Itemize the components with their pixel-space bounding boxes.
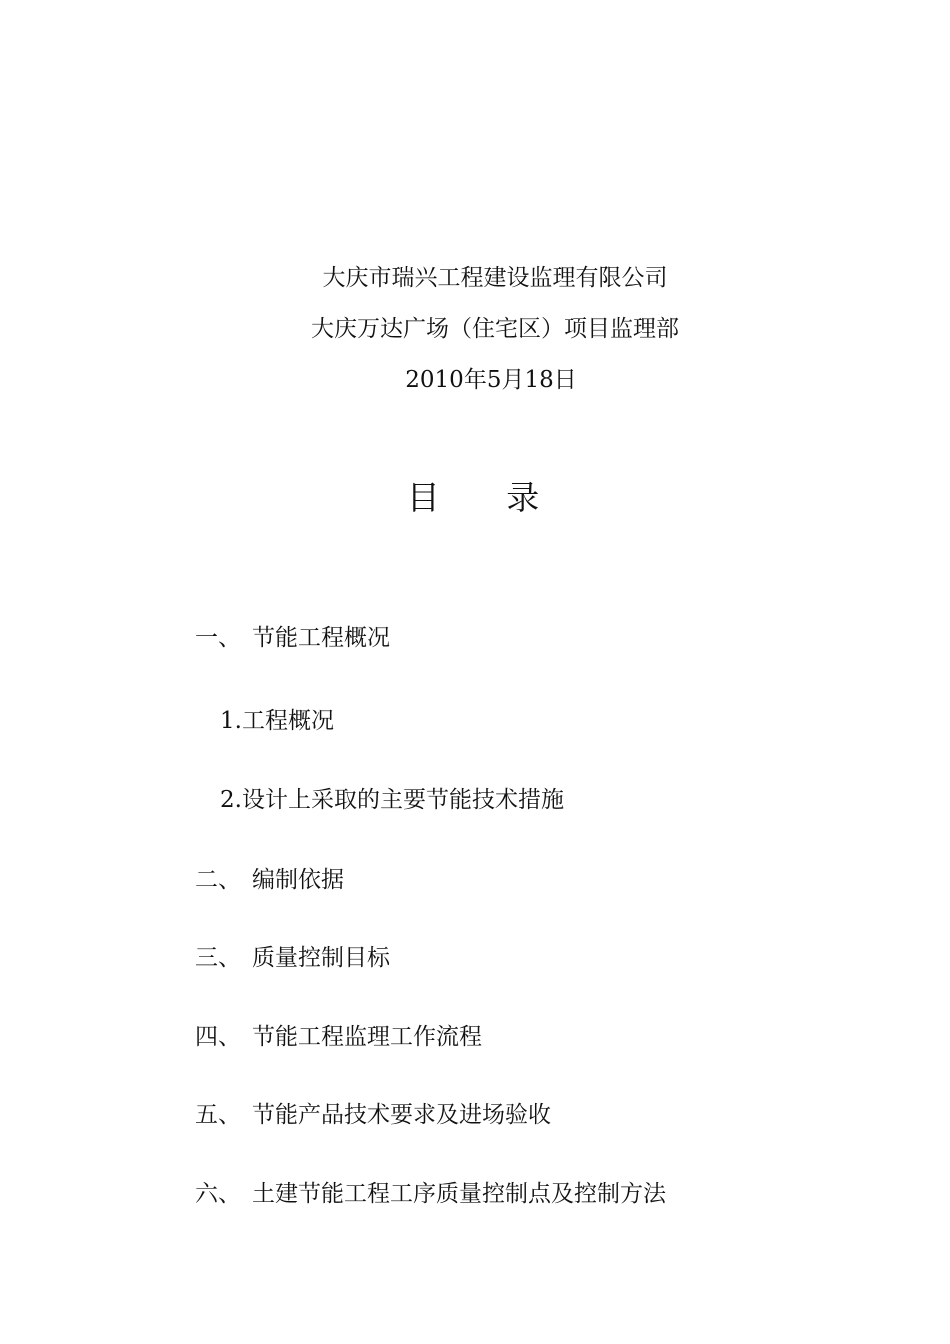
toc-item-label: 设计上采取的主要节能技术措施: [241, 787, 564, 813]
toc-item-label: 质量控制目标: [252, 945, 390, 971]
toc-subitem: [220, 707, 334, 735]
toc-item-number: 三、: [195, 945, 241, 971]
toc-item: [195, 624, 390, 652]
toc-item-number: 六、: [195, 1181, 241, 1207]
toc-item-label: 节能工程概况: [252, 625, 390, 651]
toc-item: [195, 1180, 666, 1208]
toc-item-label: 节能产品技术要求及进场验收: [252, 1102, 551, 1128]
toc-item-label: 土建节能工程工序质量控制点及控制方法: [252, 1181, 666, 1207]
toc-item-number: 2.: [220, 787, 242, 813]
toc-item-number: 四、: [195, 1024, 241, 1050]
company-name: 大庆市瑞兴工程建设监理有限公司: [322, 265, 668, 291]
toc-item-label: 工程概况: [241, 708, 334, 734]
toc-title: 目 录: [406, 478, 568, 517]
toc-item-label: 节能工程监理工作流程: [252, 1024, 482, 1050]
toc-subitem: [220, 786, 564, 814]
project-department: 大庆万达广场（住宅区）项目监理部: [311, 316, 679, 342]
toc-item: [195, 944, 390, 972]
toc-item-number: 1.: [220, 708, 242, 734]
toc-item: [195, 1101, 551, 1129]
document-date: 2010年5月18日: [405, 367, 577, 393]
toc-item-number: 一、: [195, 625, 241, 651]
toc-item-number: 二、: [195, 867, 241, 893]
toc-item-number: 五、: [195, 1102, 241, 1128]
toc-item: [195, 1023, 482, 1051]
toc-item-label: 编制依据: [252, 867, 344, 893]
toc-item: [195, 866, 344, 894]
